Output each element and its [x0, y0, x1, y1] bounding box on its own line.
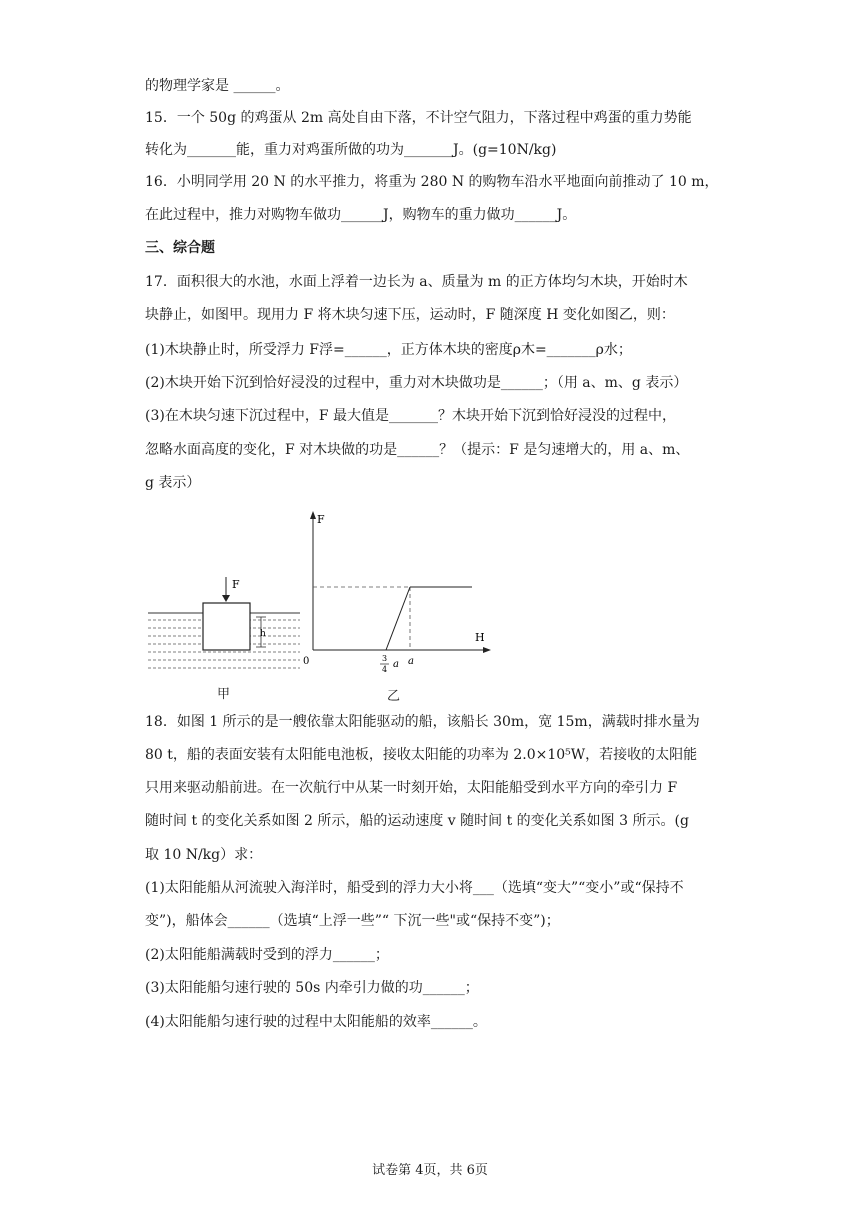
force-label: F: [232, 578, 240, 591]
text-line: 在此过程中，推力对购物车做功______J，购物车的重力做功______J。: [145, 207, 577, 223]
tick-fraction-num: 3: [382, 654, 388, 663]
axis-arrow-icon: [310, 511, 316, 519]
text-line: g 表示）: [145, 475, 201, 491]
tick-a: a: [408, 656, 414, 667]
text-line: (2)木块开始下沉到恰好浸没的过程中，重力对木块做功是______；（用 a、m、g 表示）: [145, 375, 688, 391]
text-line: (1)太阳能船从河流驶入海洋时，船受到的浮力大小将___（选填“变大”“变小”或“保持不: [145, 880, 684, 896]
figure-yi-caption: 乙: [387, 689, 401, 704]
text-line: (2)太阳能船满载时受到的浮力______；: [145, 947, 389, 963]
figure-17: [140, 505, 500, 705]
axis-arrow-icon: [483, 647, 491, 653]
text-line: (1)木块静止时，所受浮力 F浮=______，正方体木块的密度ρ木=_______ρ水；: [145, 342, 632, 358]
question-18: 18．如图 1 所示的是一艘依靠太阳能驱动的船，该船长 30m，宽 15m，满载时排水量为: [145, 714, 700, 730]
arrow-down-icon: [222, 595, 230, 602]
text-line: 只用来驱动船前进。在一次航行中从某一时刻开始，太阳能船受到水平方向的牵引力 F: [145, 780, 678, 796]
text-line: 80 t，船的表面安装有太阳能电池板，接收太阳能的功率为 2.0×10⁵W，若接收的太阳能: [145, 747, 698, 763]
wood-block: [203, 603, 250, 650]
text-line: (4)太阳能船匀速行驶的过程中太阳能船的效率______。: [145, 1014, 487, 1030]
origin-label: 0: [303, 656, 310, 667]
text-line: 的物理学家是 ______。: [145, 78, 290, 94]
text-line: 转化为_______能，重力对鸡蛋所做的功为_______J。(g=10N/kg): [145, 142, 557, 158]
question-15: 15．一个 50g 的鸡蛋从 2m 高处自由下落，不计空气阻力，下落过程中鸡蛋的重力势能: [145, 110, 692, 126]
figure-jia: [148, 577, 300, 668]
question-16: 16．小明同学用 20 N 的水平推力，将重为 280 N 的购物车沿水平地面向前推动了 10 m，: [145, 174, 719, 190]
axis-x-label: H: [475, 631, 485, 644]
question-17: 17．面积很大的水池，水面上浮着一边长为 a、质量为 m 的正方体均匀木块，开始时木: [145, 274, 688, 290]
text-line: 取 10 N/kg）求：: [145, 847, 263, 863]
section-heading: 三、综合题: [145, 240, 215, 256]
page-footer: 试卷第 4页，共 6页: [372, 1163, 488, 1178]
text-line: 忽略水面高度的变化，F 对木块做的功是______？（提示：F 是匀速增大的，用 a、m、: [145, 442, 690, 458]
tick-a-quarter: a: [393, 659, 399, 670]
figure-yi: [303, 511, 491, 674]
graph-slope: [386, 587, 410, 650]
text-line: (3)太阳能船匀速行驶的 50s 内牵引力做的功______；: [145, 980, 479, 996]
tick-fraction-den: 4: [382, 665, 388, 674]
text-line: 随时间 t 的变化关系如图 2 所示，船的运动速度 v 随时间 t 的变化关系如图 3 所示。(g: [145, 813, 689, 829]
text-line: (3)在木块匀速下沉过程中，F 最大值是_______？木块开始下沉到恰好浸没的过程中，: [145, 408, 676, 424]
text-line: 变”)，船体会______（选填“上浮一些”“ 下沉一些"或“保持不变”)；: [145, 913, 560, 929]
depth-label: h: [260, 629, 266, 639]
text-line: 块静止，如图甲。现用力 F 将木块匀速下压，运动时，F 随深度 H 变化如图乙，则：: [145, 307, 675, 323]
figure-jia-caption: 甲: [217, 687, 231, 702]
axis-y-label: F: [317, 513, 325, 526]
